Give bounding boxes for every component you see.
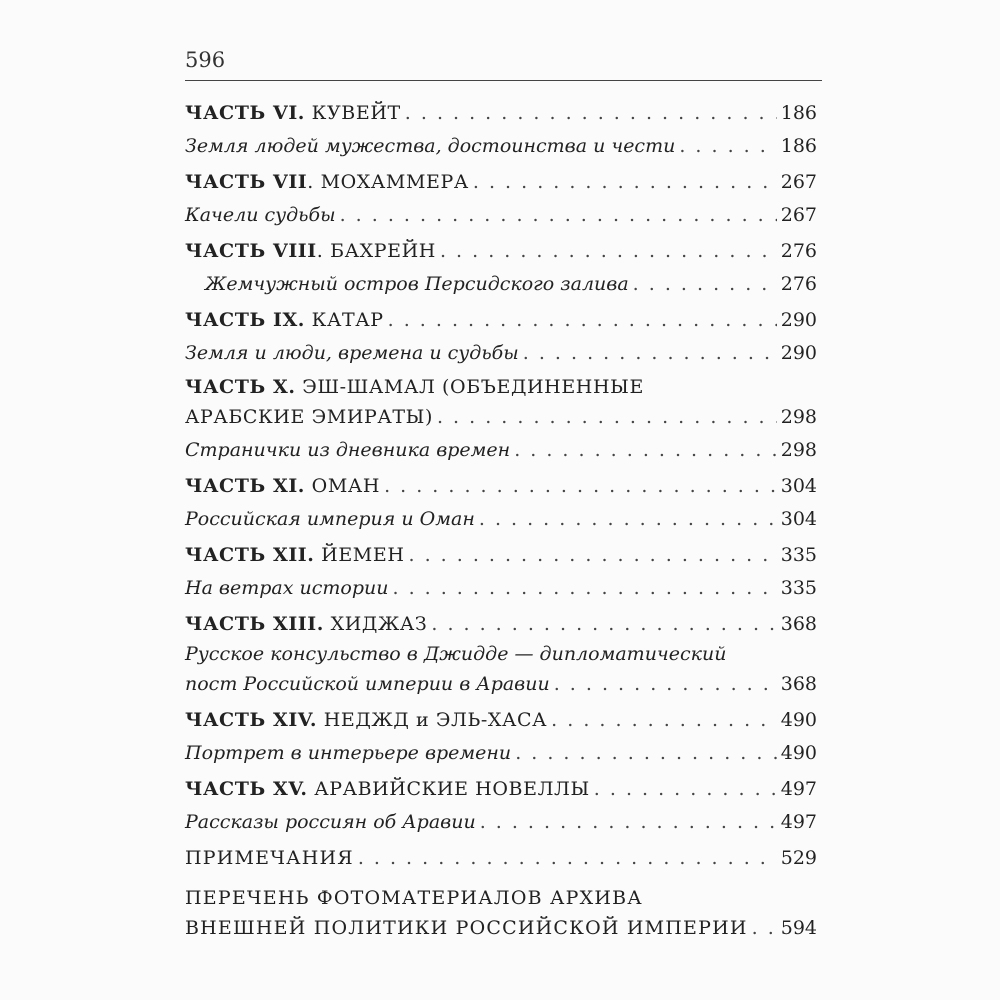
subtitle-text: Жемчужный остров Персидского залива bbox=[185, 272, 633, 296]
toc-subtitle bbox=[185, 332, 817, 365]
page-ref: 186 bbox=[780, 135, 817, 157]
leader-dots bbox=[679, 134, 776, 158]
part-label: ЧАСТЬ X. bbox=[185, 376, 296, 398]
toc-photo-list bbox=[185, 880, 817, 910]
toc-part-10-cont bbox=[185, 399, 817, 429]
toc-subtitle bbox=[185, 263, 817, 296]
toc-notes bbox=[185, 837, 817, 870]
leader-dots bbox=[515, 741, 777, 765]
part-title-cont: АРАБСКИЕ ЭМИРАТЫ) bbox=[185, 405, 437, 429]
subtitle-text-cont: пост Российской империи в Аравии bbox=[185, 672, 554, 696]
subtitle-text: Земля и люди, времена и судьбы bbox=[185, 341, 523, 365]
leader-dots bbox=[358, 846, 777, 870]
page-ref: 304 bbox=[780, 475, 817, 497]
part-label: ЧАСТЬ XIII. bbox=[185, 613, 324, 635]
part-title: НЕДЖД и ЭЛЬ-ХАСА bbox=[323, 709, 548, 731]
page-ref: 186 bbox=[780, 102, 817, 124]
toc-part-7 bbox=[185, 161, 817, 194]
part-title: АРАВИЙСКИЕ НОВЕЛЛЫ bbox=[314, 778, 590, 800]
subtitle-text: Качели судьбы bbox=[185, 203, 340, 227]
part-title: ЭШ-ШАМАЛ (ОБЪЕДИНЕННЫЕ bbox=[302, 376, 644, 398]
toc-subtitle-cont bbox=[185, 666, 817, 696]
part-label: ЧАСТЬ XIV. bbox=[185, 709, 318, 731]
toc-part-15 bbox=[185, 768, 817, 801]
header-rule bbox=[185, 80, 822, 81]
leader-dots bbox=[473, 170, 777, 194]
toc-subtitle bbox=[185, 567, 817, 600]
part-label: ЧАСТЬ XV. bbox=[185, 778, 308, 800]
subtitle-text: Земля людей мужества, достоинства и чести bbox=[185, 134, 679, 158]
page-ref: 529 bbox=[780, 847, 817, 869]
leader-dots bbox=[431, 612, 776, 636]
subtitle-text: Русское консульство в Джидде — дипломатический bbox=[185, 643, 727, 665]
toc-part-14 bbox=[185, 699, 817, 732]
table-of-contents bbox=[185, 92, 817, 940]
leader-dots bbox=[633, 272, 777, 296]
page-ref: 368 bbox=[780, 613, 817, 635]
leader-dots bbox=[340, 203, 777, 227]
page-number: 596 bbox=[185, 48, 226, 72]
part-label: ЧАСТЬ VI. bbox=[185, 102, 306, 124]
part-title: ОМАН bbox=[311, 475, 381, 497]
page-ref: 290 bbox=[780, 309, 817, 331]
page-ref: 335 bbox=[780, 544, 817, 566]
leader-dots bbox=[554, 672, 777, 696]
notes-title: ПРИМЕЧАНИЯ bbox=[185, 846, 358, 870]
leader-dots bbox=[384, 474, 777, 498]
leader-dots bbox=[388, 308, 777, 332]
part-title: КУВЕЙТ bbox=[311, 102, 401, 124]
page-ref: 497 bbox=[780, 778, 817, 800]
part-title: . БАХРЕЙН bbox=[316, 240, 436, 262]
leader-dots bbox=[594, 777, 777, 801]
toc-subtitle bbox=[185, 194, 817, 227]
leader-dots bbox=[752, 916, 777, 940]
toc-part-10 bbox=[185, 371, 817, 399]
part-label: ЧАСТЬ VIII bbox=[185, 240, 317, 262]
subtitle-text: На ветрах истории bbox=[185, 576, 392, 600]
photo-list-title-cont: ВНЕШНЕЙ ПОЛИТИКИ РОССИЙСКОЙ ИМПЕРИИ bbox=[185, 916, 752, 940]
part-title: КАТАР bbox=[311, 309, 384, 331]
page-ref: 298 bbox=[780, 406, 817, 428]
toc-part-6 bbox=[185, 92, 817, 125]
page-ref: 490 bbox=[780, 709, 817, 731]
page-ref: 304 bbox=[780, 508, 817, 530]
part-title: ЙЕМЕН bbox=[321, 544, 405, 566]
photo-list-title: ПЕРЕЧЕНЬ ФОТОМАТЕРИАЛОВ АРХИВА bbox=[185, 887, 643, 909]
toc-part-8 bbox=[185, 230, 817, 263]
page-ref: 497 bbox=[780, 811, 817, 833]
leader-dots bbox=[480, 810, 777, 834]
toc-subtitle bbox=[185, 429, 817, 462]
part-label: ЧАСТЬ IX. bbox=[185, 309, 306, 331]
part-title: ХИДЖАЗ bbox=[330, 613, 428, 635]
subtitle-text: Странички из дневника времен bbox=[185, 438, 514, 462]
leader-dots bbox=[479, 507, 777, 531]
leader-dots bbox=[392, 576, 776, 600]
page-ref: 267 bbox=[780, 171, 817, 193]
page-ref: 276 bbox=[780, 240, 817, 262]
part-label: ЧАСТЬ XII. bbox=[185, 544, 315, 566]
toc-subtitle bbox=[185, 636, 817, 666]
page-ref: 290 bbox=[780, 342, 817, 364]
page-ref: 276 bbox=[780, 273, 817, 295]
leader-dots bbox=[514, 438, 777, 462]
leader-dots bbox=[440, 239, 777, 263]
page-ref: 490 bbox=[780, 742, 817, 764]
part-label: ЧАСТЬ VII bbox=[185, 171, 308, 193]
toc-part-9 bbox=[185, 299, 817, 332]
leader-dots bbox=[405, 101, 777, 125]
part-title: . МОХАММЕРА bbox=[307, 171, 469, 193]
page-ref: 267 bbox=[780, 204, 817, 226]
toc-part-11 bbox=[185, 465, 817, 498]
toc-part-12 bbox=[185, 534, 817, 567]
subtitle-text: Портрет в интерьере времени bbox=[185, 741, 515, 765]
toc-subtitle bbox=[185, 498, 817, 531]
page-ref: 368 bbox=[780, 673, 817, 695]
page-ref: 298 bbox=[780, 439, 817, 461]
part-label: ЧАСТЬ XI. bbox=[185, 475, 306, 497]
page-ref: 335 bbox=[780, 577, 817, 599]
leader-dots bbox=[409, 543, 777, 567]
toc-subtitle bbox=[185, 801, 817, 834]
subtitle-text: Рассказы россиян об Аравии bbox=[185, 810, 480, 834]
page-ref: 594 bbox=[780, 917, 817, 939]
toc-subtitle bbox=[185, 125, 817, 158]
leader-dots bbox=[551, 708, 777, 732]
toc-part-13 bbox=[185, 603, 817, 636]
toc-subtitle bbox=[185, 732, 817, 765]
leader-dots bbox=[523, 341, 777, 365]
subtitle-text: Российская империя и Оман bbox=[185, 507, 479, 531]
toc-photo-list-cont bbox=[185, 910, 817, 940]
leader-dots bbox=[437, 405, 777, 429]
